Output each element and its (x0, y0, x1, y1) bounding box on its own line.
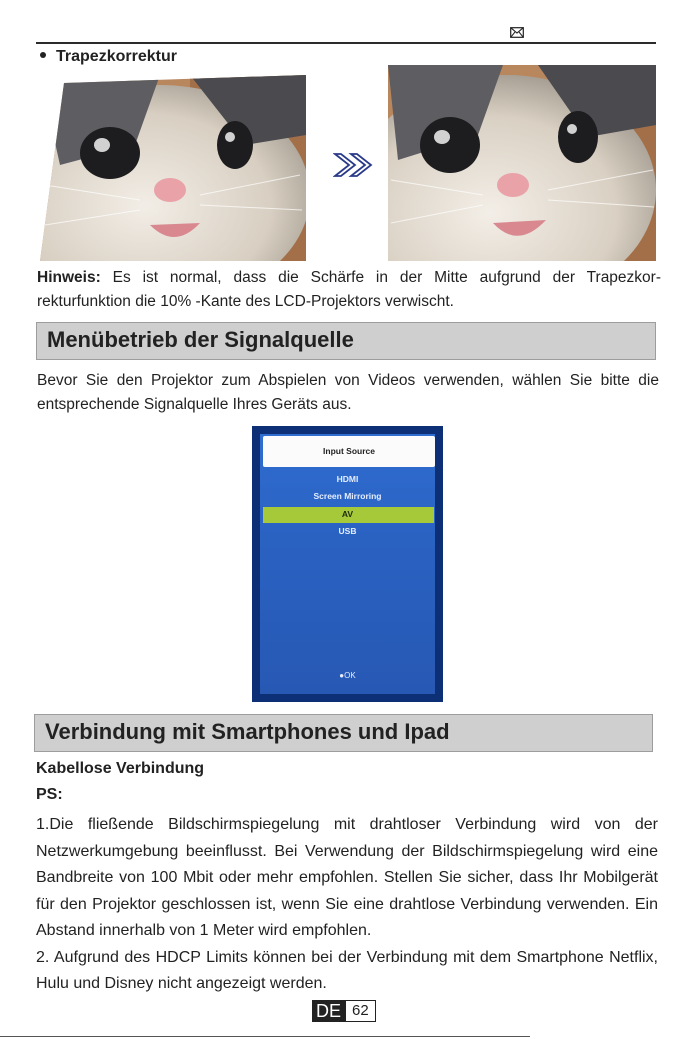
note-text: Es ist normal, dass die Schärfe in der Mitte aufgrund der Trapezkor-rekturfunktion die 10% -Kante des LCD-Projektors verwischt. (37, 269, 661, 310)
menu-item-hdmi: HDMI (336, 474, 359, 484)
section-header-signal-source (36, 322, 656, 360)
paragraph: 2. Aufgrund des HDCP Limits können bei der Verbindung mit dem Smartphone Netflix, Hulu und Disney nicht angezeigt werden. (36, 948, 658, 992)
input-source-menu-screenshot (252, 426, 443, 702)
section-title: Verbindung mit Smartphones und Ipad (45, 719, 450, 744)
bullet-title: Trapezkorrektur (56, 48, 177, 65)
menu-item-av: AV (341, 509, 354, 519)
double-chevron-right-icon (333, 152, 377, 178)
body-text (36, 812, 658, 998)
menu-header (263, 436, 435, 467)
tv-screen (260, 434, 435, 694)
section-title: Menübetrieb der Signalquelle (47, 327, 354, 352)
note-paragraph (37, 266, 661, 314)
page-number-badge (312, 1000, 376, 1022)
menu-ok-hint (260, 671, 435, 680)
ok-label: OK (344, 671, 356, 680)
section-intro: Bevor Sie den Projektor zum Abspielen von Videos verwenden, wählen Sie bitte die entsprechende Signalquelle Ihres Geräts aus. (37, 372, 659, 413)
page-number: 62 (345, 1000, 376, 1022)
paragraph: 1.Die fließende Bildschirmspiegelung mit drahtloser Verbindung wird von der Netzwerkumgebung beeinflusst. Bei Verwendung der Bildschirmspiegelung wird eine Bandbreite von 100 Mbit oder mehr empfohlen. Stellen Sie sicher, dass Ihr Mobilgerät für den Projektor geschlossen ist, wenn Sie eine drahtlose Verbindung verwenden. Ein Abstand innerhalb von 1 Meter wird empfohlen. (36, 816, 658, 939)
mail-icon (510, 27, 524, 38)
footer-rule (0, 1036, 530, 1037)
menu-header-label: Input Source (323, 446, 375, 456)
menu-item-usb: USB (338, 526, 357, 536)
section-header-smartphone (34, 714, 653, 752)
bullet-heading (40, 48, 177, 66)
note-label: Hinweis: (37, 269, 101, 286)
language-label: DE (312, 1000, 345, 1022)
cat-photo-keystone-distorted (40, 75, 306, 261)
ok-circle-icon: ● (339, 671, 345, 680)
header-rule (36, 42, 656, 44)
subheading-wireless: Kabellose Verbindung (36, 760, 205, 777)
bullet-dot-icon (40, 52, 46, 58)
menu-item-screen-mirroring: Screen Mirroring (313, 491, 382, 501)
cat-photo-corrected (388, 65, 656, 261)
ps-label: PS: (36, 786, 63, 803)
